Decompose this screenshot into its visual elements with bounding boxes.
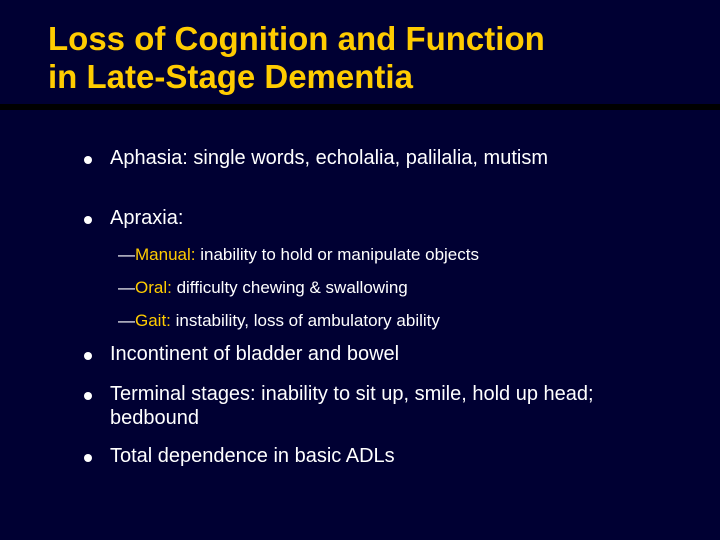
subitem-manual [118, 244, 708, 266]
subitem-term: Manual: [135, 245, 196, 264]
subitem-gait [118, 310, 708, 332]
subitem-text: inability to hold or manipulate objects [195, 245, 479, 264]
title-divider [0, 104, 720, 110]
bullet-dot-icon [84, 352, 92, 360]
bullet-text: Total dependence in basic ADLs [110, 445, 395, 467]
bullet-dot-icon [84, 454, 92, 462]
subitem-text: instability, loss of ambulatory ability [170, 311, 440, 330]
dash-icon: — [118, 245, 135, 264]
bullet-dot-icon [84, 156, 92, 164]
bullet-dot-icon [84, 392, 92, 400]
bullet-text: Apraxia: [110, 207, 184, 229]
slide-title-line-1: Loss of Cognition and Function [48, 20, 545, 57]
bullet-text: Incontinent of bladder and bowel [110, 343, 400, 365]
subitem-oral [118, 277, 708, 299]
slide-title [48, 20, 698, 96]
bullet-text: Terminal stages: inability to sit up, smile, hold up head; bedbound [110, 383, 594, 429]
bullet-text: Aphasia: single words, echolalia, palilalia, mutism [110, 147, 548, 169]
dash-icon: — [118, 311, 135, 330]
bullet-dot-icon [84, 216, 92, 224]
subitem-term: Oral: [135, 278, 172, 297]
slide-title-line-2: in Late-Stage Dementia [48, 58, 413, 95]
subitem-text: difficulty chewing & swallowing [171, 278, 408, 297]
subitem-term: Gait: [135, 311, 171, 330]
dash-icon: — [118, 278, 135, 297]
